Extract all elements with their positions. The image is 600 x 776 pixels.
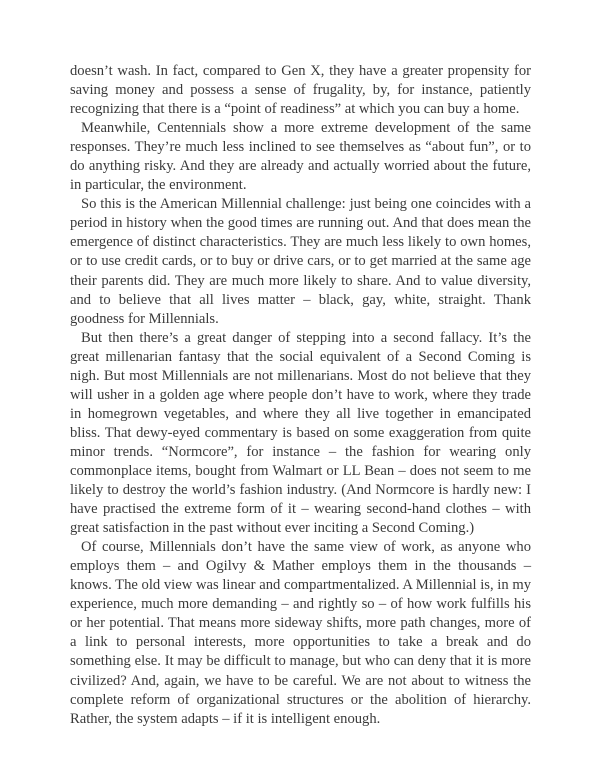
paragraph-view-of-work: Of course, Millennials don’t have the same view of work, as anyone who employs them – and Ogilvy & Mather employs them in the thousands – knows. The old view was linear and compartmentalized. A Millennial is, in my experience, much more demanding – and rightly so – of how work fulfills his or her potential. That means more sideway shifts, more path changes, more of a link to personal interests, more opportunities to take a break and do something else. It may be difficult to manage, but who can deny that it is more civilized? And, again, we have to be careful. We are not about to witness the complete reform of organizational structures or the abolition of hierarchy. Rather, the system adapts – if it is intelligent enough. (70, 539, 531, 727)
paragraph-continuation: doesn’t wash. In fact, compared to Gen X, they have a greater propensity for saving money and possess a sense of frugality, by, for instance, patiently recognizing that there is a “point of readiness” at which you can buy a home. (70, 63, 531, 118)
document-page (70, 62, 531, 729)
paragraph-millennial-challenge: So this is the American Millennial challenge: just being one coincides with a period in history when the good times are running out. And that does mean the emergence of distinct characteristics. They are much less likely to own homes, or to use credit cards, or to buy or drive cars, or to get married at the same age their parents did. They are much more likely to share. And to value diversity, and to believe that all lives matter – black, gay, white, straight. Thank goodness for Millennials. (70, 196, 531, 327)
paragraph-centennials: Meanwhile, Centennials show a more extreme development of the same responses. They’re much less inclined to see themselves as “about fun”, or to do anything risky. And they are already and actually worried about the future, in particular, the environment. (70, 120, 531, 194)
paragraph-second-fallacy: But then there’s a great danger of stepping into a second fallacy. It’s the great millenarian fantasy that the social equivalent of a Second Coming is nigh. But most Millennials are not millenarians. Most do not believe that they will usher in a golden age where people don’t have to work, where they trade in homegrown vegetables, and where they all live together in emancipated bliss. That dewy-eyed commentary is based on some exaggeration from quite minor trends. “Normcore”, for instance – the fashion for wearing only commonplace items, bought from Walmart or LL Bean – does not seem to me likely to destroy the world’s fashion industry. (And Normcore is hardly new: I have practised the extreme form of it – wearing second-hand clothes – with great satisfaction in the past without ever inciting a Second Coming.) (70, 329, 531, 537)
